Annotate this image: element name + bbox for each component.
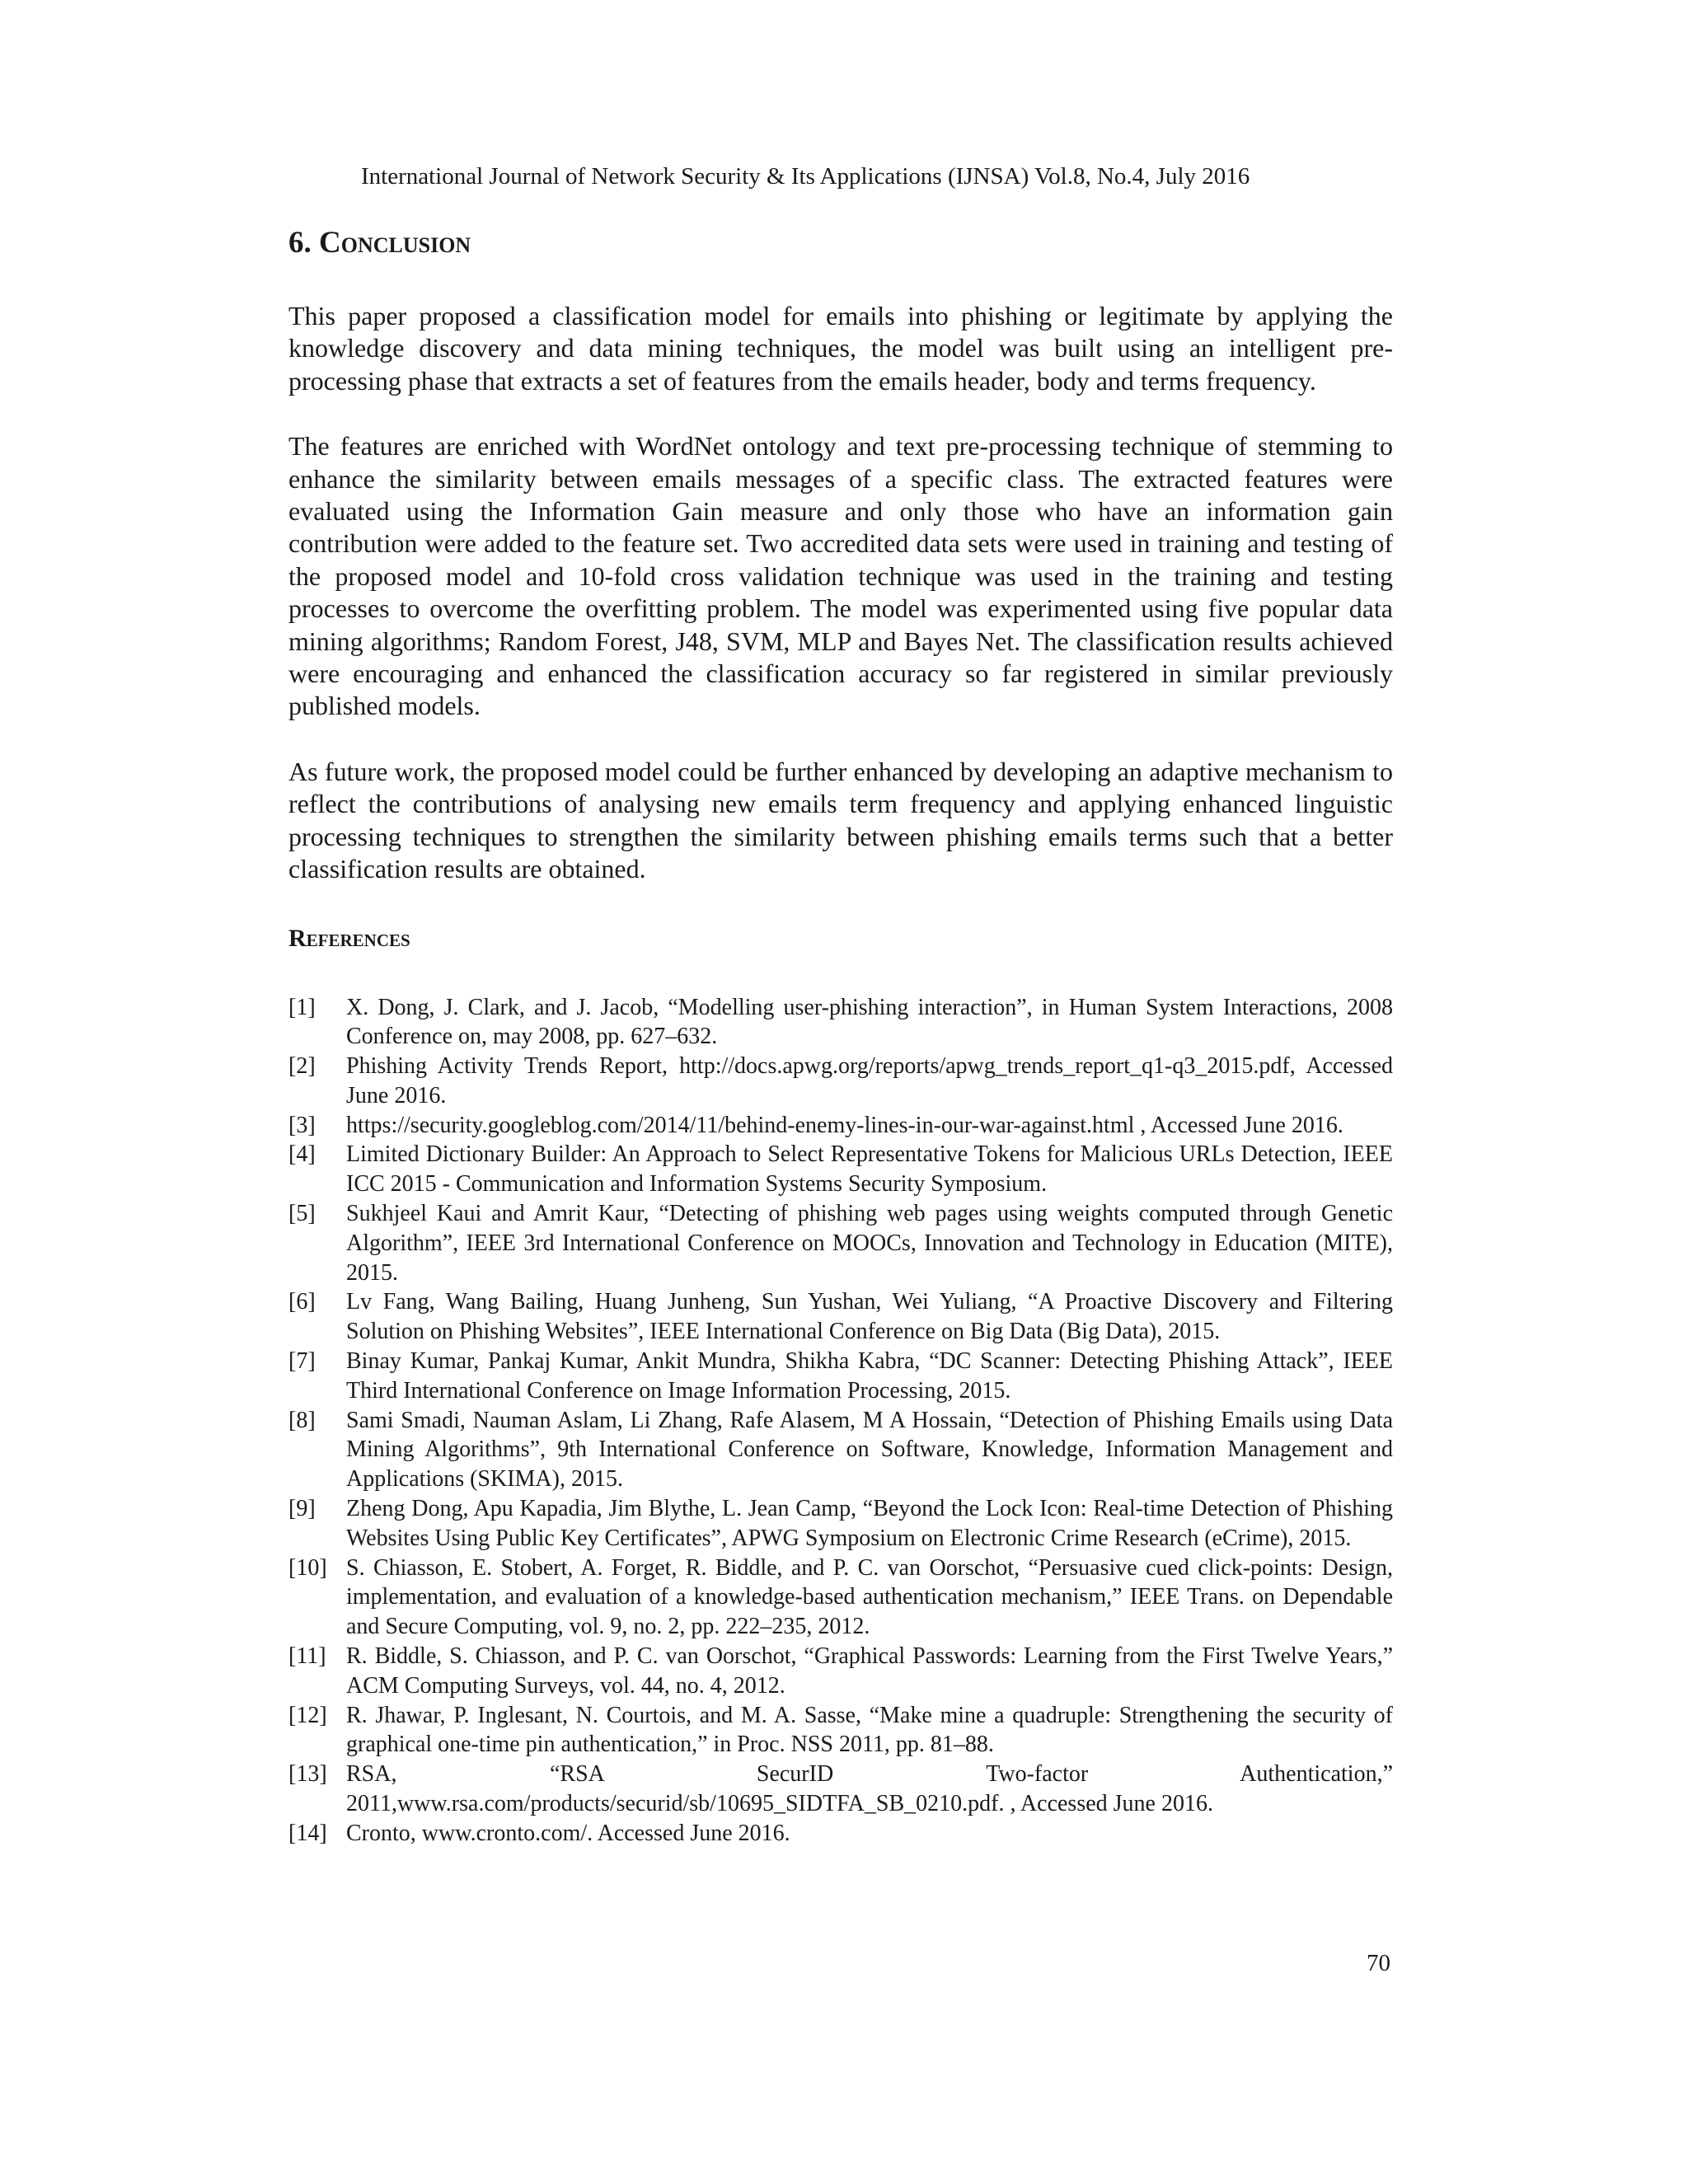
reference-text: Limited Dictionary Builder: An Approach to Select Representative Tokens for Malicious URLs Detection, IEEE ICC 2015 - Communication and Information Systems Security Symposium. xyxy=(346,1141,1393,1197)
reference-item xyxy=(288,1701,1393,1760)
reference-number: [10] xyxy=(288,1554,327,1581)
reference-item xyxy=(288,1642,1393,1701)
reference-text: Phishing Activity Trends Report, http://docs.apwg.org/reports/apwg_trends_report_q1-q3_2015.pdf, Accessed June 2016. xyxy=(346,1053,1393,1108)
section-title-conclusion: 6. Conclusion xyxy=(288,226,471,260)
page-number: 70 xyxy=(1367,1950,1390,1976)
reference-number: [11] xyxy=(288,1643,326,1670)
reference-number: [7] xyxy=(288,1348,316,1375)
reference-item xyxy=(288,1199,1393,1287)
reference-text: X. Dong, J. Clark, and J. Jacob, “Modelling user-phishing interaction”, in Human System Interactions, 2008 Conference on, may 2008, pp. 627–632. xyxy=(346,994,1393,1050)
reference-text: https://security.googleblog.com/2014/11/behind-enemy-lines-in-our-war-against.html , Accessed June 2016. xyxy=(346,1112,1343,1138)
reference-text: RSA, “RSA SecurID Two-factor Authentication,” 2011,www.rsa.com/products/securid/sb/10695_SIDTFA_SB_0210.pdf. , Accessed June 2016. xyxy=(346,1761,1393,1817)
reference-text: R. Jhawar, P. Inglesant, N. Courtois, and M. A. Sasse, “Make mine a quadruple: Strengthening the security of graphical one-time pin authentication,” in Proc. NSS 2011, pp. 81–88. xyxy=(346,1702,1393,1758)
reference-text: Zheng Dong, Apu Kapadia, Jim Blythe, L. Jean Camp, “Beyond the Lock Icon: Real-time Detection of Phishing Websites Using Public Key Certificates”, APWG Symposium on Electronic Crime Research (eCrime), 2015. xyxy=(346,1496,1393,1551)
reference-number: [2] xyxy=(288,1053,316,1080)
reference-item xyxy=(288,1052,1393,1111)
conclusion-paragraph-1: This paper proposed a classification model for emails into phishing or legitimate by applying the knowledge discovery and data mining techniques, the model was built using an intelligent pre-processing phase that extracts a set of features from the emails header, body and terms frequency. xyxy=(288,301,1393,396)
conclusion-paragraph-3: As future work, the proposed model could be further enhanced by developing an adaptive mechanism to reflect the contributions of analysing new emails term frequency and applying enhanced linguistic processing techniques to strengthen the similarity between phishing emails terms such that a better classification results are obtained. xyxy=(288,756,1393,884)
reference-text: Sukhjeel Kaui and Amrit Kaur, “Detecting of phishing web pages using weights computed through Genetic Algorithm”, IEEE 3rd International Conference on MOOCs, Innovation and Technology in Education (MITE), 2015. xyxy=(346,1201,1393,1286)
section-title-references: References xyxy=(288,924,410,952)
reference-item xyxy=(288,1287,1393,1347)
reference-number: [8] xyxy=(288,1407,316,1433)
reference-number: [12] xyxy=(288,1702,327,1728)
reference-number: [9] xyxy=(288,1496,316,1522)
reference-item xyxy=(288,1554,1393,1642)
reference-number: [6] xyxy=(288,1289,316,1315)
page-content xyxy=(288,223,1393,1849)
reference-text: R. Biddle, S. Chiasson, and P. C. van Oorschot, “Graphical Passwords: Learning from the First Twelve Years,” ACM Computing Surveys, vol. 44, no. 4, 2012. xyxy=(346,1643,1393,1699)
reference-item xyxy=(288,1406,1393,1494)
reference-number: [3] xyxy=(288,1112,316,1138)
reference-list xyxy=(288,993,1393,1849)
reference-text: Lv Fang, Wang Bailing, Huang Junheng, Sun Yushan, Wei Yuliang, “A Proactive Discovery and Filtering Solution on Phishing Websites”, IEEE International Conference on Big Data (Big Data), 2015. xyxy=(346,1289,1393,1345)
reference-item xyxy=(288,1494,1393,1554)
running-head: International Journal of Network Security & Its Applications (IJNSA) Vol.8, No.4, July 2016 xyxy=(361,163,1250,190)
conclusion-paragraph-2: The features are enriched with WordNet ontology and text pre-processing technique of stemming to enhance the similarity between emails messages of a specific class. The extracted features were evaluated using the Information Gain measure and only those who have an information gain contribution were added to the feature set. Two accredited data sets were used in training and testing of the proposed model and 10-fold cross validation technique was used in the training and testing processes to overcome the overfitting problem. The model was experimented using five popular data mining algorithms; Random Forest, J48, SVM, MLP and Bayes Net. The classification results achieved were encouraging and enhanced the classification accuracy so far registered in similar previously published models. xyxy=(288,431,1393,721)
reference-text: Binay Kumar, Pankaj Kumar, Ankit Mundra, Shikha Kabra, “DC Scanner: Detecting Phishing Attack”, IEEE Third International Conference on Image Information Processing, 2015. xyxy=(346,1348,1393,1404)
reference-item xyxy=(288,1140,1393,1199)
reference-number: [1] xyxy=(288,994,316,1020)
reference-number: [4] xyxy=(288,1141,316,1168)
reference-item xyxy=(288,993,1393,1052)
reference-text: S. Chiasson, E. Stobert, A. Forget, R. Biddle, and P. C. van Oorschot, “Persuasive cued click-points: Design, implementation, and evaluation of a knowledge-based authentication mechanism,” IEEE Trans. on Dependable and Secure Computing, vol. 9, no. 2, pp. 222–235, 2012. xyxy=(346,1554,1393,1640)
reference-number: [14] xyxy=(288,1820,327,1846)
reference-item xyxy=(288,1819,1393,1849)
reference-item xyxy=(288,1760,1393,1819)
reference-number: [5] xyxy=(288,1201,316,1227)
reference-text: Cronto, www.cronto.com/. Accessed June 2016. xyxy=(346,1820,790,1846)
reference-item xyxy=(288,1111,1393,1141)
reference-number: [13] xyxy=(288,1761,327,1788)
reference-text: Sami Smadi, Nauman Aslam, Li Zhang, Rafe Alasem, M A Hossain, “Detection of Phishing Emails using Data Mining Algorithms”, 9th International Conference on Software, Knowledge, Information Management and Applications (SKIMA), 2015. xyxy=(346,1407,1393,1493)
reference-item xyxy=(288,1347,1393,1406)
